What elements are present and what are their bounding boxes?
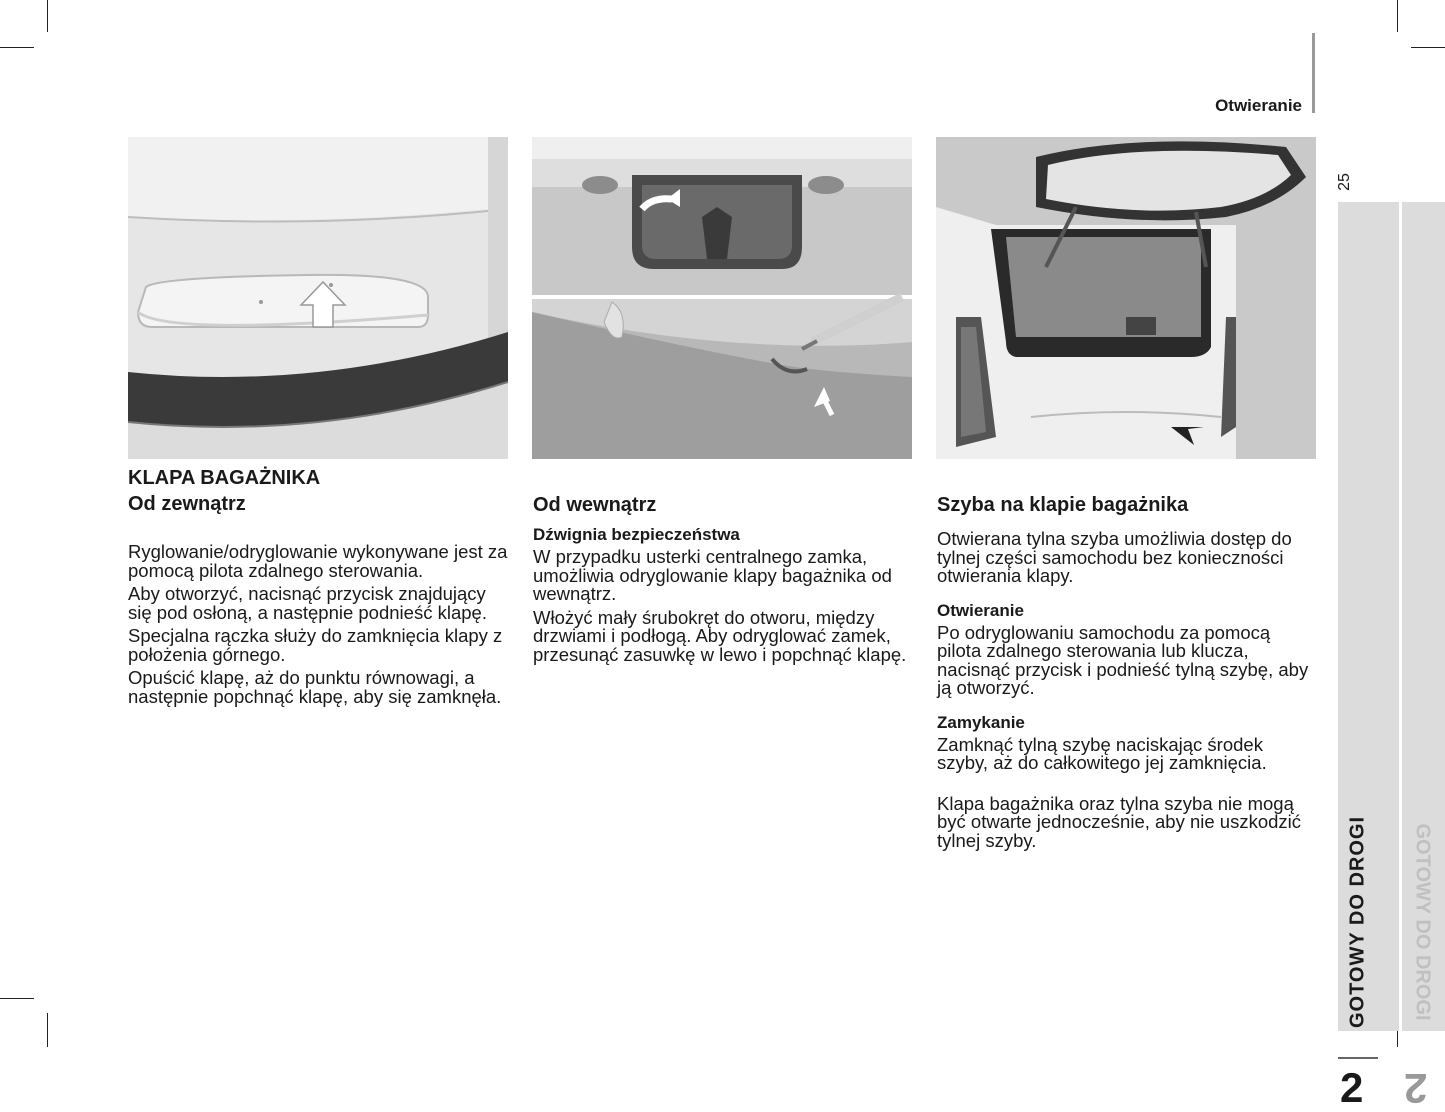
subheading-interior: Od wewnątrz <box>533 494 657 516</box>
column-exterior <box>128 465 508 706</box>
figure-tailgate-handle <box>128 137 508 459</box>
crop-mark <box>47 0 48 32</box>
header-rule <box>1312 33 1315 113</box>
chapter-side-tab <box>1338 202 1445 1112</box>
rear-window-icon <box>936 137 1316 459</box>
paragraph: W przypadku usterki centralnego zamka, umożliwia odryglowanie klapy bagażnika od wewnątrz. <box>533 546 892 604</box>
safety-lever-icon <box>532 137 912 459</box>
bleed-through-number: 2 <box>1404 1065 1428 1112</box>
paragraph: Specjalna rączka służy do zamknięcia klapy z położenia górnego. <box>128 625 503 665</box>
paragraph: Ryglowanie/odryglowanie wykonywane jest za pomocą pilota zdalnego sterowania. <box>128 541 508 581</box>
intro-paragraph: Otwierana tylna szyba umożliwia dostęp do tylnej części samochodu bez konieczności otwierania klapy. <box>937 528 1292 586</box>
tailgate-handle-icon <box>128 137 508 459</box>
subheading-rear-window: Szyba na klapie bagażnika <box>937 494 1189 516</box>
safety-lever-heading: Dźwignia bezpieczeństwa <box>533 525 740 544</box>
paragraph: Włożyć mały śrubokręt do otworu, między drzwiami i podłogą. Aby odryglować zamek, przesunąć zasuwkę w lewo i popchnąć klapę. <box>533 606 907 665</box>
subheading-exterior: Od zewnątrz <box>128 493 246 515</box>
crop-mark <box>47 1013 48 1047</box>
opening-heading: Otwieranie <box>937 600 1024 620</box>
figure-safety-lever <box>532 137 912 459</box>
bleed-through-label <box>1402 792 1442 1052</box>
opening-paragraph: Po odryglowaniu samochodu za pomocą pilota zdalnego sterowania lub klucza, nacisnąć przycisk i podnieść tylną szybę, aby ją otworzyć. <box>937 621 1309 698</box>
closing-heading: Zamykanie <box>937 712 1025 732</box>
chapter-number: 2 <box>1340 1064 1364 1111</box>
crop-mark <box>1397 0 1398 32</box>
bleed-through-label-text: GOTOWY DO DROGI <box>1411 823 1434 1021</box>
closing-paragraph: Zamknąć tylną szybę naciskając środek szyby, aż do całkowitego jej zamknięcia. <box>937 733 1267 773</box>
figure-rear-window <box>936 137 1316 459</box>
paragraph: Opuścić klapę, aż do punktu równowagi, a następnie popchnąć klapę, aby się zamknęła. <box>128 667 502 707</box>
column-interior <box>533 492 913 664</box>
chapter-label-text: GOTOWY DO DROGI <box>1346 815 1369 1029</box>
paragraph: Aby otworzyć, nacisnąć przycisk znajdujący się pod osłoną, a następnie podnieść klapę. <box>128 583 487 623</box>
note-paragraph: Klapa bagażnika oraz tylna szyba nie mogą być otwarte jednocześnie, aby nie uszkodzić tylnej szyby. <box>937 792 1302 851</box>
chapter-label <box>1338 792 1378 1052</box>
page-number: 25 <box>1336 173 1353 191</box>
crop-mark <box>0 47 34 48</box>
crop-mark <box>0 998 34 999</box>
section-title: Otwieranie <box>1215 96 1302 115</box>
crop-mark <box>1411 47 1445 48</box>
column-rear-window <box>937 492 1317 850</box>
section-heading: KLAPA BAGAŻNIKA <box>128 467 321 489</box>
tab-rule <box>1338 1057 1378 1059</box>
